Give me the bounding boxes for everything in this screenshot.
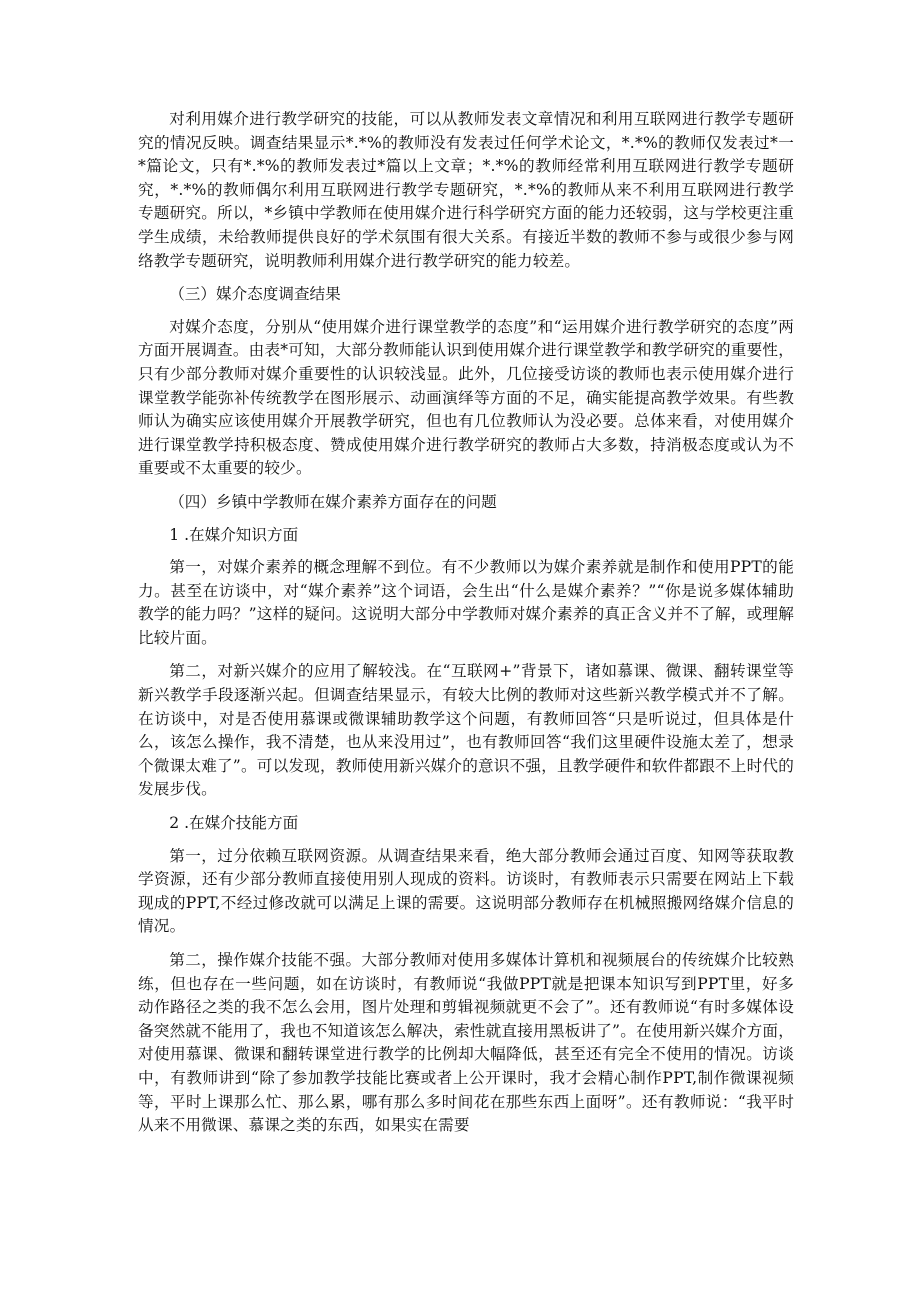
section-heading-media-attitude: （三）媒介态度调查结果 xyxy=(169,285,341,304)
subsection-heading-media-skills: 2 .在媒介技能方面 xyxy=(169,814,299,833)
section-heading-problems: （四）乡镇中学教师在媒介素养方面存在的问题 xyxy=(169,492,497,511)
paragraph-concept-understanding: 第一，对媒介素养的概念理解不到位。有不少教师以为媒介素养就是制作和使用PPT的能力。甚至在访谈中，对“媒介素养”这个词语，会生出“什么是媒介素养？”“你是说多媒体辅助教学的能力吗？”这样的疑问。这说明大部分中学教师对媒介素养的真正含义并不了解，或理解比较片面。 xyxy=(138,558,794,647)
paragraph-media-attitude: 对媒介态度，分别从“使用媒介进行课堂教学的态度”和“运用媒介进行教学研究的态度”两方面开展调查。由表*可知，大部分教师能认识到使用媒介进行课堂教学和教学研究的重要性，只有少部分教师对媒介重要性的认识较浅显。此外，几位接受访谈的教师也表示使用媒介进行课堂教学能弥补传统教学在图形展示、动画演绎等方面的不足，确实能提高教学效果。有些教师认为确实应该使用媒介开展教学研究，但也有几位教师认为没必要。总体来看，对使用媒介进行课堂教学持积极态度、赞成使用媒介进行教学研究的教师占大多数，持消极态度或认为不重要或不太重要的较少。 xyxy=(138,317,794,478)
paragraph-internet-dependence: 第一，过分依赖互联网资源。从调查结果来看，绝大部分教师会通过百度、知网等获取教学资源，还有少部分教师直接使用别人现成的资料。访谈时，有教师表示只需要在网站上下载现成的PPT,不经过修改就可以满足上课的需要。这说明部分教师存在机械照搬网络媒介信息的情况。 xyxy=(138,846,794,936)
paragraph-research-skills: 对利用媒介进行教学研究的技能，可以从教师发表文章情况和利用互联网进行教学专题研究的情况反映。调查结果显示*.*%的教师没有发表过任何学术论文，*.*%的教师仅发表过*一*篇论文，只有*.*%的教师发表过*篇以上文章；*.*%的教师经常利用互联网进行教学专题研究，*.*%的教师偶尔利用互联网进行教学专题研究，*.*%的教师从来不利用互联网进行教学专题研究。所以，*乡镇中学教师在使用媒介进行科学研究方面的能力还较弱，这与学校更注重学生成绩，未给教师提供良好的学术氛围有很大关系。有接近半数的教师不参与或很少参与网络教学专题研究，说明教师利用媒介进行教学研究的能力较差。 xyxy=(138,110,794,270)
subsection-heading-media-knowledge: 1 .在媒介知识方面 xyxy=(169,525,299,544)
paragraph-new-media-application: 第二，对新兴媒介的应用了解较浅。在“互联网+”背景下，诸如慕课、微课、翻转课堂等新兴教学手段逐渐兴起。但调查结果显示，有较大比例的教师对这些新兴教学模式并不了解。在访谈中，对是否使用慕课或微课辅助教学这个问题，有教师回答“只是听说过，但具体是什么，该怎么操作，我不清楚，也从来没用过”，也有教师回答“我们这里硬件设施太差了，想录个微课太难了”。可以发现，教师使用新兴媒介的意识不强，且教学硬件和软件都跟不上时代的发展步伐。 xyxy=(138,662,794,799)
paragraph-operation-skills: 第二，操作媒介技能不强。大部分教师对使用多媒体计算机和视频展台的传统媒介比较熟练，但也存在一些问题，如在访谈时，有教师说“我做PPT就是把课本知识写到PPT里，好多动作路径之类的我不怎么会用，图片处理和剪辑视频就更不会了”。还有教师说“有时多媒体设备突然就不能用了，我也不知道该怎么解决，索性就直接用黑板讲了”。在使用新兴媒介方面，对使用慕课、微课和翻转课堂进行教学的比例却大幅降低，甚至还有完全不使用的情况。访谈中，有教师讲到“除了参加教学技能比赛或者上公开课时，我才会精心制作PPT,制作微课视频等，平时上课那么忙、那么累，哪有那么多时间花在那些东西上面呀”。还有教师说：“我平时从来不用微课、慕课之类的东西，如果实在需要 xyxy=(138,951,794,1135)
